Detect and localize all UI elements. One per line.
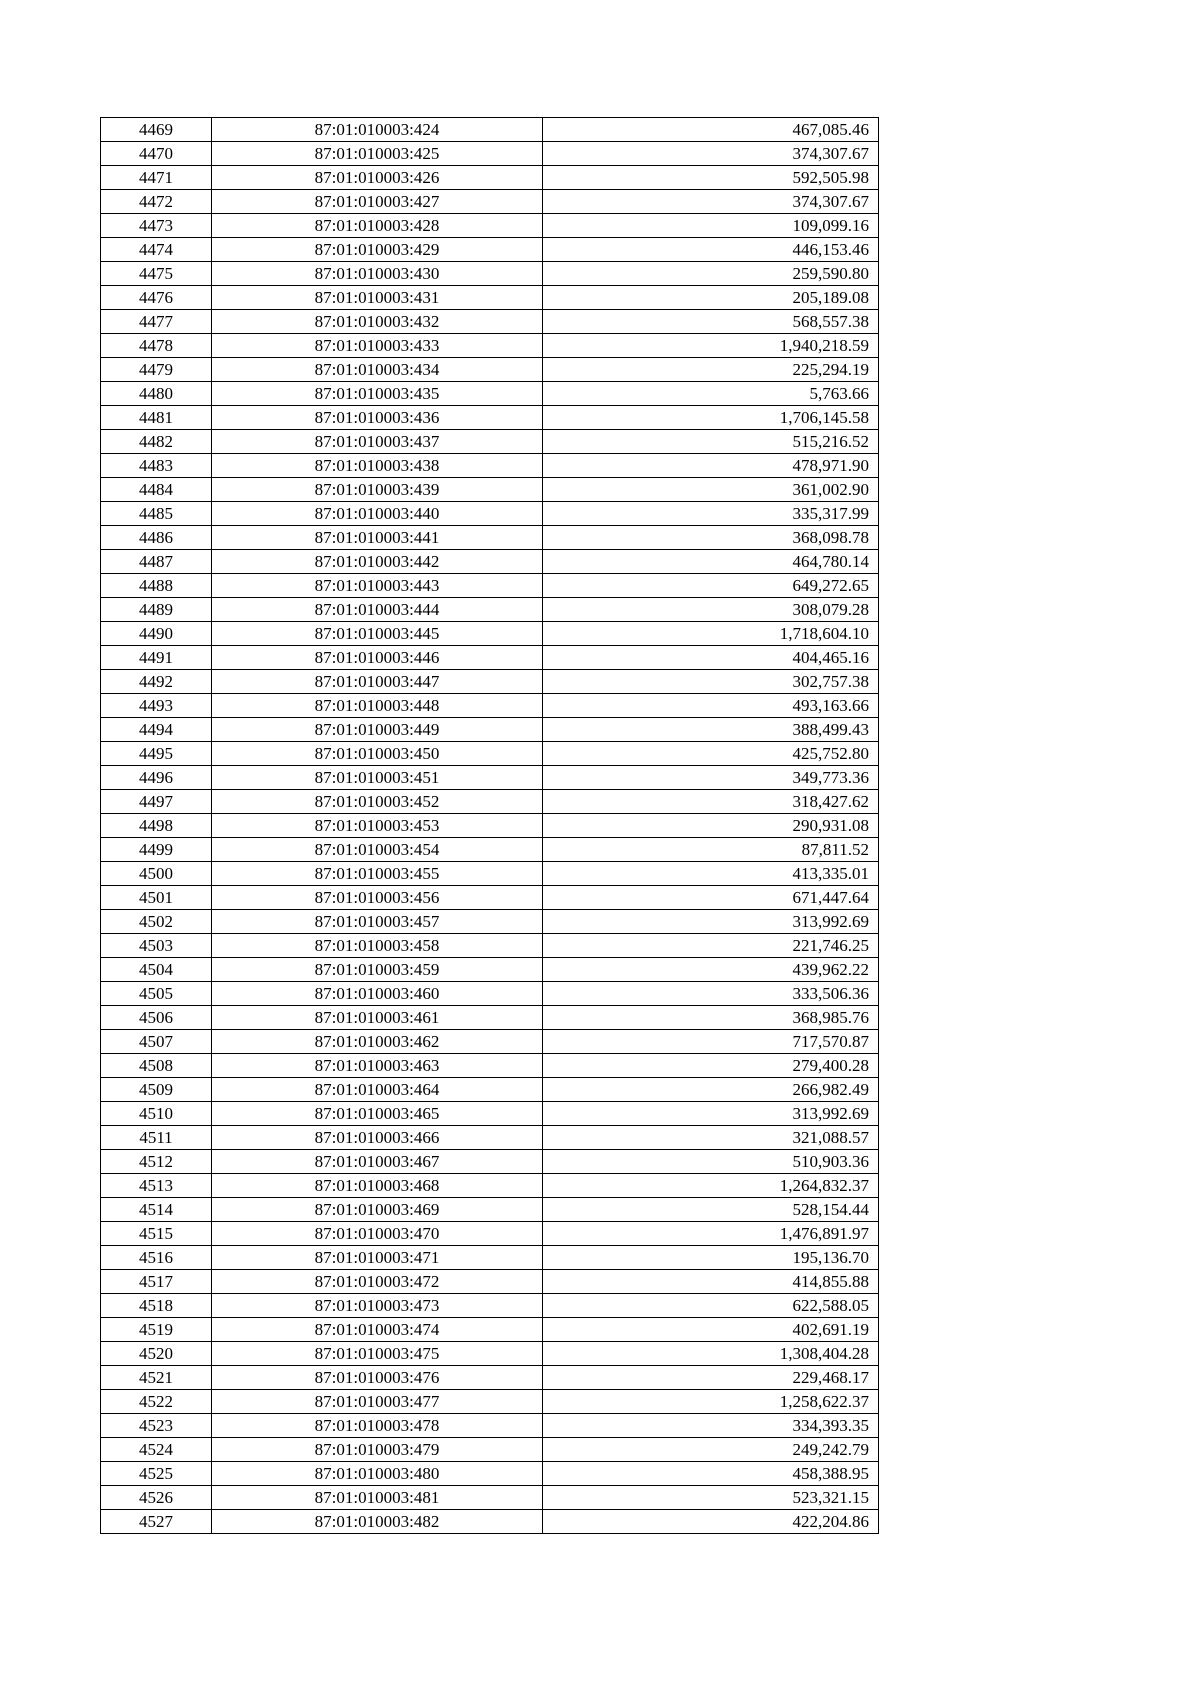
table-row (101, 742, 879, 766)
cadastral-value-cell: 388,499.43 (543, 718, 879, 742)
cadastral-number-cell: 87:01:010003:431 (212, 286, 543, 310)
cadastral-value-cell: 446,153.46 (543, 238, 879, 262)
row-number-cell: 4503 (101, 934, 212, 958)
row-number-cell: 4511 (101, 1126, 212, 1150)
cadastral-value-cell: 439,962.22 (543, 958, 879, 982)
table-row (101, 1486, 879, 1510)
table-row (101, 718, 879, 742)
cadastral-value-cell: 1,706,145.58 (543, 406, 879, 430)
cadastral-value-cell: 313,992.69 (543, 1102, 879, 1126)
cadastral-value-cell: 404,465.16 (543, 646, 879, 670)
table-row (101, 526, 879, 550)
cadastral-value-cell: 221,746.25 (543, 934, 879, 958)
table-row (101, 262, 879, 286)
cadastral-value-cell: 493,163.66 (543, 694, 879, 718)
cadastral-number-cell: 87:01:010003:441 (212, 526, 543, 550)
table-row (101, 1198, 879, 1222)
table-row (101, 838, 879, 862)
row-number-cell: 4516 (101, 1246, 212, 1270)
cadastral-value-cell: 568,557.38 (543, 310, 879, 334)
table-row (101, 166, 879, 190)
cadastral-number-cell: 87:01:010003:439 (212, 478, 543, 502)
cadastral-number-cell: 87:01:010003:424 (212, 118, 543, 142)
row-number-cell: 4471 (101, 166, 212, 190)
cadastral-number-cell: 87:01:010003:475 (212, 1342, 543, 1366)
row-number-cell: 4495 (101, 742, 212, 766)
table-row (101, 886, 879, 910)
cadastral-value-cell: 266,982.49 (543, 1078, 879, 1102)
table-row (101, 862, 879, 886)
row-number-cell: 4505 (101, 982, 212, 1006)
table-row (101, 1246, 879, 1270)
cadastral-number-cell: 87:01:010003:481 (212, 1486, 543, 1510)
table-row (101, 790, 879, 814)
table-row (101, 982, 879, 1006)
cadastral-value-cell: 225,294.19 (543, 358, 879, 382)
cadastral-number-cell: 87:01:010003:479 (212, 1438, 543, 1462)
table-row (101, 454, 879, 478)
cadastral-value-cell: 649,272.65 (543, 574, 879, 598)
row-number-cell: 4470 (101, 142, 212, 166)
row-number-cell: 4482 (101, 430, 212, 454)
cadastral-number-cell: 87:01:010003:470 (212, 1222, 543, 1246)
row-number-cell: 4499 (101, 838, 212, 862)
cadastral-value-cell: 1,476,891.97 (543, 1222, 879, 1246)
row-number-cell: 4521 (101, 1366, 212, 1390)
cadastral-number-cell: 87:01:010003:462 (212, 1030, 543, 1054)
table-row (101, 910, 879, 934)
cadastral-value-cell: 478,971.90 (543, 454, 879, 478)
cadastral-number-cell: 87:01:010003:442 (212, 550, 543, 574)
table-row (101, 670, 879, 694)
cadastral-value-cell: 87,811.52 (543, 838, 879, 862)
row-number-cell: 4491 (101, 646, 212, 670)
row-number-cell: 4474 (101, 238, 212, 262)
row-number-cell: 4524 (101, 1438, 212, 1462)
table-row (101, 1126, 879, 1150)
table-row (101, 1030, 879, 1054)
cadastral-number-cell: 87:01:010003:465 (212, 1102, 543, 1126)
row-number-cell: 4508 (101, 1054, 212, 1078)
table-row (101, 1438, 879, 1462)
cadastral-value-cell: 717,570.87 (543, 1030, 879, 1054)
cadastral-number-cell: 87:01:010003:469 (212, 1198, 543, 1222)
cadastral-number-cell: 87:01:010003:480 (212, 1462, 543, 1486)
cadastral-number-cell: 87:01:010003:476 (212, 1366, 543, 1390)
cadastral-value-cell: 302,757.38 (543, 670, 879, 694)
table-row (101, 406, 879, 430)
table-row (101, 1366, 879, 1390)
row-number-cell: 4488 (101, 574, 212, 598)
cadastral-number-cell: 87:01:010003:430 (212, 262, 543, 286)
cadastral-value-cell: 205,189.08 (543, 286, 879, 310)
table-row (101, 1414, 879, 1438)
table-row (101, 814, 879, 838)
cadastral-value-cell: 510,903.36 (543, 1150, 879, 1174)
row-number-cell: 4472 (101, 190, 212, 214)
table-row (101, 1462, 879, 1486)
row-number-cell: 4475 (101, 262, 212, 286)
cadastral-value-cell: 671,447.64 (543, 886, 879, 910)
table-row (101, 1150, 879, 1174)
cadastral-value-cell: 321,088.57 (543, 1126, 879, 1150)
cadastral-number-cell: 87:01:010003:445 (212, 622, 543, 646)
cadastral-value-cell: 313,992.69 (543, 910, 879, 934)
row-number-cell: 4502 (101, 910, 212, 934)
row-number-cell: 4494 (101, 718, 212, 742)
table-row (101, 214, 879, 238)
row-number-cell: 4517 (101, 1270, 212, 1294)
cadastral-value-cell: 1,718,604.10 (543, 622, 879, 646)
cadastral-number-cell: 87:01:010003:434 (212, 358, 543, 382)
cadastral-number-cell: 87:01:010003:458 (212, 934, 543, 958)
cadastral-number-cell: 87:01:010003:468 (212, 1174, 543, 1198)
row-number-cell: 4514 (101, 1198, 212, 1222)
cadastral-number-cell: 87:01:010003:429 (212, 238, 543, 262)
cadastral-value-cell: 425,752.80 (543, 742, 879, 766)
cadastral-number-cell: 87:01:010003:437 (212, 430, 543, 454)
cadastral-value-cell: 402,691.19 (543, 1318, 879, 1342)
row-number-cell: 4485 (101, 502, 212, 526)
cadastral-number-cell: 87:01:010003:427 (212, 190, 543, 214)
row-number-cell: 4519 (101, 1318, 212, 1342)
cadastral-number-cell: 87:01:010003:446 (212, 646, 543, 670)
row-number-cell: 4506 (101, 1006, 212, 1030)
cadastral-value-cell: 308,079.28 (543, 598, 879, 622)
cadastral-value-cell: 195,136.70 (543, 1246, 879, 1270)
cadastral-value-cell: 422,204.86 (543, 1510, 879, 1534)
table-row (101, 622, 879, 646)
row-number-cell: 4493 (101, 694, 212, 718)
cadastral-number-cell: 87:01:010003:452 (212, 790, 543, 814)
cadastral-value-cell: 318,427.62 (543, 790, 879, 814)
row-number-cell: 4477 (101, 310, 212, 334)
cadastral-number-cell: 87:01:010003:425 (212, 142, 543, 166)
cadastral-value-cell: 290,931.08 (543, 814, 879, 838)
cadastral-value-cell: 464,780.14 (543, 550, 879, 574)
cadastral-value-cell: 5,763.66 (543, 382, 879, 406)
table-row (101, 1342, 879, 1366)
cadastral-value-cell: 1,940,218.59 (543, 334, 879, 358)
table-row (101, 1294, 879, 1318)
cadastral-value-cell: 414,855.88 (543, 1270, 879, 1294)
cadastral-value-cell: 458,388.95 (543, 1462, 879, 1486)
table-row (101, 1390, 879, 1414)
row-number-cell: 4478 (101, 334, 212, 358)
cadastral-value-cell: 109,099.16 (543, 214, 879, 238)
table-row (101, 1006, 879, 1030)
row-number-cell: 4513 (101, 1174, 212, 1198)
cadastral-number-cell: 87:01:010003:438 (212, 454, 543, 478)
cadastral-number-cell: 87:01:010003:449 (212, 718, 543, 742)
table-row (101, 238, 879, 262)
cadastral-number-cell: 87:01:010003:450 (212, 742, 543, 766)
row-number-cell: 4484 (101, 478, 212, 502)
row-number-cell: 4507 (101, 1030, 212, 1054)
row-number-cell: 4492 (101, 670, 212, 694)
cadastral-number-cell: 87:01:010003:474 (212, 1318, 543, 1342)
cadastral-value-table (100, 117, 879, 1534)
table-row (101, 1054, 879, 1078)
table-row (101, 430, 879, 454)
table-row (101, 478, 879, 502)
row-number-cell: 4515 (101, 1222, 212, 1246)
cadastral-number-cell: 87:01:010003:443 (212, 574, 543, 598)
row-number-cell: 4527 (101, 1510, 212, 1534)
cadastral-number-cell: 87:01:010003:472 (212, 1270, 543, 1294)
table-row (101, 1102, 879, 1126)
cadastral-number-cell: 87:01:010003:432 (212, 310, 543, 334)
table-row (101, 1222, 879, 1246)
cadastral-number-cell: 87:01:010003:447 (212, 670, 543, 694)
cadastral-number-cell: 87:01:010003:459 (212, 958, 543, 982)
cadastral-number-cell: 87:01:010003:433 (212, 334, 543, 358)
row-number-cell: 4476 (101, 286, 212, 310)
cadastral-value-cell: 592,505.98 (543, 166, 879, 190)
row-number-cell: 4481 (101, 406, 212, 430)
row-number-cell: 4483 (101, 454, 212, 478)
cadastral-number-cell: 87:01:010003:460 (212, 982, 543, 1006)
cadastral-number-cell: 87:01:010003:456 (212, 886, 543, 910)
table-row (101, 574, 879, 598)
table-row (101, 382, 879, 406)
table-row (101, 190, 879, 214)
cadastral-value-cell: 333,506.36 (543, 982, 879, 1006)
row-number-cell: 4469 (101, 118, 212, 142)
cadastral-value-cell: 349,773.36 (543, 766, 879, 790)
cadastral-number-cell: 87:01:010003:473 (212, 1294, 543, 1318)
cadastral-value-cell: 374,307.67 (543, 190, 879, 214)
table-row (101, 118, 879, 142)
cadastral-number-cell: 87:01:010003:478 (212, 1414, 543, 1438)
cadastral-number-cell: 87:01:010003:451 (212, 766, 543, 790)
cadastral-value-cell: 279,400.28 (543, 1054, 879, 1078)
cadastral-number-cell: 87:01:010003:453 (212, 814, 543, 838)
row-number-cell: 4496 (101, 766, 212, 790)
cadastral-number-cell: 87:01:010003:461 (212, 1006, 543, 1030)
row-number-cell: 4522 (101, 1390, 212, 1414)
table-row (101, 1270, 879, 1294)
cadastral-value-cell: 259,590.80 (543, 262, 879, 286)
table-row (101, 358, 879, 382)
cadastral-number-cell: 87:01:010003:448 (212, 694, 543, 718)
row-number-cell: 4500 (101, 862, 212, 886)
cadastral-value-cell: 229,468.17 (543, 1366, 879, 1390)
cadastral-number-cell: 87:01:010003:471 (212, 1246, 543, 1270)
row-number-cell: 4489 (101, 598, 212, 622)
cadastral-value-cell: 1,258,622.37 (543, 1390, 879, 1414)
row-number-cell: 4512 (101, 1150, 212, 1174)
row-number-cell: 4525 (101, 1462, 212, 1486)
table-row (101, 1078, 879, 1102)
cadastral-value-cell: 1,264,832.37 (543, 1174, 879, 1198)
cadastral-value-cell: 368,985.76 (543, 1006, 879, 1030)
row-number-cell: 4520 (101, 1342, 212, 1366)
table-row (101, 502, 879, 526)
cadastral-value-cell: 467,085.46 (543, 118, 879, 142)
cadastral-number-cell: 87:01:010003:463 (212, 1054, 543, 1078)
table-row (101, 310, 879, 334)
cadastral-number-cell: 87:01:010003:477 (212, 1390, 543, 1414)
table-body (101, 118, 879, 1534)
row-number-cell: 4501 (101, 886, 212, 910)
row-number-cell: 4523 (101, 1414, 212, 1438)
cadastral-number-cell: 87:01:010003:467 (212, 1150, 543, 1174)
table-row (101, 142, 879, 166)
table-row (101, 286, 879, 310)
row-number-cell: 4487 (101, 550, 212, 574)
table-row (101, 1174, 879, 1198)
table-row (101, 1318, 879, 1342)
cadastral-number-cell: 87:01:010003:428 (212, 214, 543, 238)
table-row (101, 766, 879, 790)
cadastral-value-cell: 413,335.01 (543, 862, 879, 886)
cadastral-number-cell: 87:01:010003:436 (212, 406, 543, 430)
cadastral-value-cell: 528,154.44 (543, 1198, 879, 1222)
cadastral-value-cell: 622,588.05 (543, 1294, 879, 1318)
row-number-cell: 4486 (101, 526, 212, 550)
table-row (101, 958, 879, 982)
cadastral-value-cell: 523,321.15 (543, 1486, 879, 1510)
cadastral-number-cell: 87:01:010003:464 (212, 1078, 543, 1102)
cadastral-number-cell: 87:01:010003:455 (212, 862, 543, 886)
table-row (101, 694, 879, 718)
cadastral-number-cell: 87:01:010003:457 (212, 910, 543, 934)
cadastral-value-cell: 361,002.90 (543, 478, 879, 502)
table-row (101, 598, 879, 622)
row-number-cell: 4479 (101, 358, 212, 382)
row-number-cell: 4510 (101, 1102, 212, 1126)
row-number-cell: 4509 (101, 1078, 212, 1102)
row-number-cell: 4473 (101, 214, 212, 238)
row-number-cell: 4518 (101, 1294, 212, 1318)
row-number-cell: 4490 (101, 622, 212, 646)
cadastral-number-cell: 87:01:010003:440 (212, 502, 543, 526)
cadastral-value-cell: 1,308,404.28 (543, 1342, 879, 1366)
table-row (101, 550, 879, 574)
row-number-cell: 4504 (101, 958, 212, 982)
cadastral-value-cell: 368,098.78 (543, 526, 879, 550)
cadastral-value-cell: 515,216.52 (543, 430, 879, 454)
row-number-cell: 4497 (101, 790, 212, 814)
row-number-cell: 4480 (101, 382, 212, 406)
row-number-cell: 4526 (101, 1486, 212, 1510)
cadastral-number-cell: 87:01:010003:454 (212, 838, 543, 862)
cadastral-value-cell: 249,242.79 (543, 1438, 879, 1462)
table-row (101, 1510, 879, 1534)
table-row (101, 646, 879, 670)
cadastral-value-cell: 374,307.67 (543, 142, 879, 166)
cadastral-value-cell: 334,393.35 (543, 1414, 879, 1438)
cadastral-number-cell: 87:01:010003:426 (212, 166, 543, 190)
cadastral-number-cell: 87:01:010003:435 (212, 382, 543, 406)
table-row (101, 934, 879, 958)
cadastral-number-cell: 87:01:010003:444 (212, 598, 543, 622)
table-row (101, 334, 879, 358)
cadastral-number-cell: 87:01:010003:466 (212, 1126, 543, 1150)
cadastral-value-cell: 335,317.99 (543, 502, 879, 526)
cadastral-number-cell: 87:01:010003:482 (212, 1510, 543, 1534)
row-number-cell: 4498 (101, 814, 212, 838)
